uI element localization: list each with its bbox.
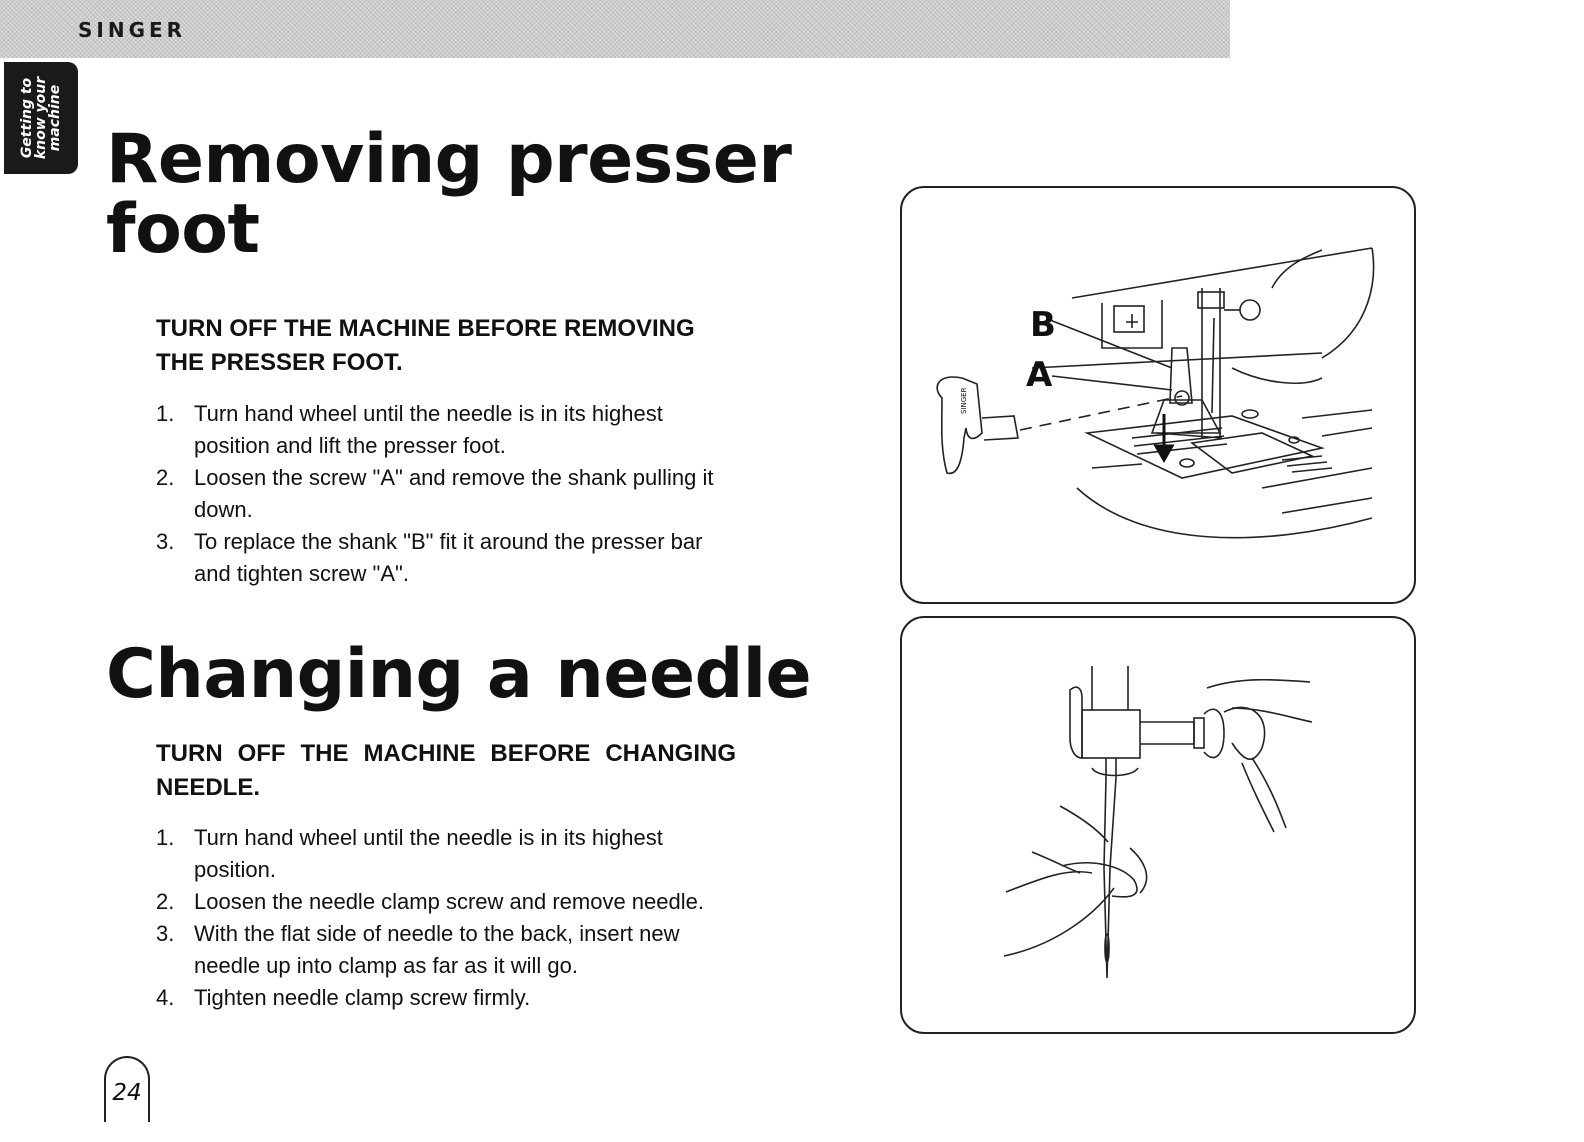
step-number: 3. bbox=[156, 529, 175, 554]
chapter-tab-line: machine bbox=[47, 84, 63, 152]
list-item bbox=[156, 918, 736, 982]
step-text: Turn hand wheel until the needle is in its highest position and lift the presser foot. bbox=[194, 401, 663, 458]
section-title-changing-needle: Changing a needle bbox=[106, 635, 812, 714]
step-text: Loosen the screw "A" and remove the shank pulling it down. bbox=[194, 465, 714, 522]
label-a: A bbox=[1026, 355, 1053, 395]
steps-list bbox=[156, 822, 736, 1014]
list-item bbox=[156, 886, 736, 918]
list-item bbox=[156, 398, 736, 462]
warning-text: TURN OFF THE MACHINE BEFORE CHANGING NEEDLE. bbox=[156, 740, 736, 801]
step-number: 1. bbox=[156, 825, 175, 850]
section-title-removing-presser-foot: Removing presser foot bbox=[106, 120, 792, 269]
chapter-tab bbox=[4, 62, 78, 174]
step-text: Turn hand wheel until the needle is in its highest position. bbox=[194, 825, 663, 882]
chapter-tab-line: Getting to bbox=[19, 77, 35, 159]
list-item bbox=[156, 526, 736, 590]
chapter-tab-label bbox=[20, 77, 62, 159]
step-text: To replace the shank "B" fit it around the presser bar and tighten screw "A". bbox=[194, 529, 703, 586]
step-number: 3. bbox=[156, 921, 175, 946]
step-number: 1. bbox=[156, 401, 175, 426]
steps-list bbox=[156, 398, 736, 590]
warning-text: TURN OFF THE MACHINE BEFORE REMOVING THE PRESSER FOOT. bbox=[156, 315, 695, 376]
label-b: B bbox=[1030, 305, 1056, 345]
list-item bbox=[156, 982, 736, 1014]
presser-foot-illustration bbox=[900, 186, 1416, 604]
step-text: Tighten needle clamp screw firmly. bbox=[194, 985, 531, 1010]
step-number: 4. bbox=[156, 985, 175, 1010]
page-number: 24 bbox=[112, 1080, 142, 1106]
step-text: Loosen the needle clamp screw and remove needle. bbox=[194, 889, 704, 914]
step-text: With the flat side of needle to the back, insert new needle up into clamp as far as it will go. bbox=[194, 921, 680, 978]
list-item bbox=[156, 462, 736, 526]
page-number-box bbox=[104, 1056, 150, 1122]
list-item bbox=[156, 822, 736, 886]
step-number: 2. bbox=[156, 465, 175, 490]
step-number: 2. bbox=[156, 889, 175, 914]
needle-change-illustration bbox=[900, 616, 1416, 1034]
chapter-tab-line: know your bbox=[33, 76, 49, 160]
needle-change-drawing bbox=[902, 618, 1414, 1032]
presser-foot-drawing bbox=[902, 188, 1414, 602]
brand-logo: SINGER bbox=[78, 18, 187, 42]
tool-brand-text: SINGER bbox=[960, 387, 968, 414]
